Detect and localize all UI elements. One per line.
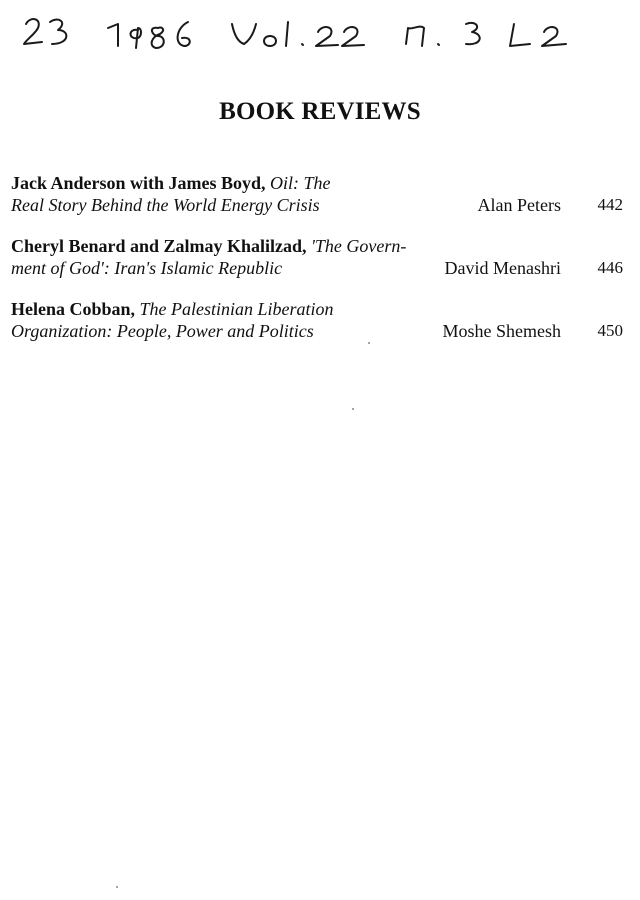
review-title-part2: Organization: People, Power and Politics [11,321,314,341]
review-title-part1: The Palestinian Liberation [139,299,334,319]
review-title-part2: Real Story Behind the World Energy Crisis [11,195,320,215]
reviewer-name: David Menashri [444,258,561,278]
review-list [11,172,623,361]
review-line-1 [11,235,623,257]
review-title-part1: Oil: The [270,173,331,193]
review-line-1 [11,298,623,320]
page-number: 450 [597,321,623,340]
scan-speck [368,342,370,344]
reviewer-name: Moshe Shemesh [442,321,561,341]
page-title: BOOK REVIEWS [219,98,421,125]
review-entry [11,235,623,283]
review-line-1 [11,172,623,194]
page-number: 442 [597,195,623,214]
handwritten-note [20,14,620,54]
review-entry [11,172,623,220]
review-authors: Cheryl Benard and Zalmay Khalilzad, [11,236,307,256]
page-number: 446 [597,258,623,277]
scan-speck [116,886,118,888]
review-authors: Jack Anderson with James Boyd, [11,173,266,193]
review-authors: Helena Cobban, [11,299,136,319]
review-title-part2: ment of God': Iran's Islamic Republic [11,258,283,278]
review-entry [11,298,623,346]
review-title-part1: 'The Govern- [311,236,407,256]
scan-speck [352,408,354,410]
reviewer-name: Alan Peters [477,195,561,215]
